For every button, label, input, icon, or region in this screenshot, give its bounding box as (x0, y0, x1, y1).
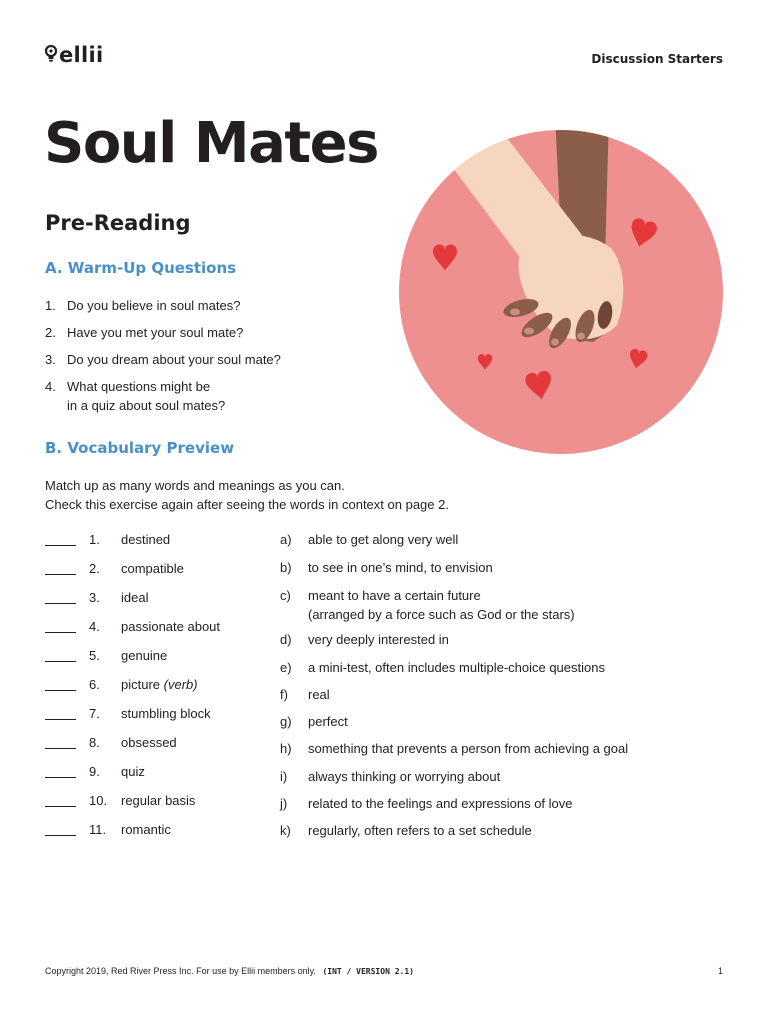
definition-line: a mini-test, often includes multiple-choice questions (308, 660, 605, 675)
word-number: 2. (89, 561, 100, 576)
word-number: 8. (89, 735, 100, 750)
word-text: ideal (121, 590, 149, 605)
definition-letter: a) (280, 532, 292, 547)
vocabulary-word-row (45, 588, 275, 608)
definition-line: perfect (308, 714, 348, 729)
question-number: 3. (45, 352, 56, 367)
vocabulary-instructions (45, 476, 565, 514)
definition-line: real (308, 687, 330, 702)
word-text: obsessed (121, 735, 177, 750)
version-text: (INT / VERSION 2.1) (322, 967, 414, 976)
ellii-logo (44, 44, 104, 66)
vocabulary-word (121, 530, 170, 549)
definition-letter: g) (280, 714, 292, 729)
header-label: Discussion Starters (591, 52, 723, 66)
page-title: Soul Mates (44, 111, 378, 176)
question-text: What questions might be (67, 379, 211, 394)
definition-letter: d) (280, 632, 292, 647)
definition-line: related to the feelings and expressions of love (308, 796, 573, 811)
word-number: 4. (89, 619, 100, 634)
definition-text (308, 685, 330, 704)
answer-blank[interactable] (45, 574, 76, 575)
definition-letter: h) (280, 741, 292, 756)
definition-text (308, 586, 575, 624)
lightbulb-icon (44, 44, 58, 66)
question-number: 1. (45, 298, 56, 313)
definition-line: very deeply interested in (308, 632, 449, 647)
vocabulary-word-row (45, 733, 275, 753)
word-text: compatible (121, 561, 184, 576)
vocabulary-word-row (45, 675, 275, 695)
answer-blank[interactable] (45, 690, 76, 691)
word-number: 10. (89, 793, 108, 808)
word-number: 7. (89, 706, 100, 721)
definition-text (308, 712, 348, 731)
vocabulary-word (121, 675, 198, 694)
vocabulary-word (121, 588, 148, 607)
answer-blank[interactable] (45, 545, 76, 546)
definition-letter: k) (280, 823, 291, 838)
definition-text (308, 739, 628, 758)
question-item (45, 377, 327, 415)
page-number: 1 (717, 966, 723, 976)
definition-line: always thinking or worrying about (308, 769, 501, 784)
answer-blank[interactable] (45, 835, 76, 836)
definition-letter: i) (280, 769, 288, 784)
question-text: in a quiz about soul mates? (67, 398, 226, 413)
vocabulary-word-row (45, 704, 275, 724)
word-text: picture (121, 677, 161, 692)
definition-text (308, 630, 449, 649)
holding-hands-illustration (397, 120, 725, 458)
word-text: passionate about (121, 619, 221, 634)
word-text: destined (121, 532, 171, 547)
definition-text (308, 658, 605, 677)
word-text: quiz (121, 764, 145, 779)
vocabulary-word (121, 559, 184, 578)
vocabulary-word-row (45, 791, 275, 811)
copyright-text: Copyright 2019, Red River Press Inc. For use by Ellii members only. (45, 966, 316, 976)
vocabulary-word (121, 791, 195, 810)
definition-line: something that prevents a person from achieving a goal (308, 741, 629, 756)
warmup-questions (45, 296, 327, 423)
definition-text (308, 530, 458, 549)
question-text: Do you believe in soul mates? (67, 298, 241, 313)
vocabulary-word (121, 704, 211, 723)
definition-letter: j) (280, 796, 288, 811)
word-number: 9. (89, 764, 100, 779)
question-number: 2. (45, 325, 56, 340)
definition-text (308, 794, 573, 813)
word-text: genuine (121, 648, 168, 663)
answer-blank[interactable] (45, 748, 76, 749)
word-number: 11. (89, 822, 107, 837)
word-text: romantic (121, 822, 171, 837)
word-number: 3. (89, 590, 100, 605)
question-item (45, 323, 327, 342)
answer-blank[interactable] (45, 806, 76, 807)
vocabulary-word-row (45, 559, 275, 579)
section-title: Pre-Reading (45, 211, 191, 235)
definition-letter: e) (280, 660, 292, 675)
definition-line: (arranged by a force such as God or the stars) (308, 607, 575, 622)
answer-blank[interactable] (45, 632, 76, 633)
word-text: regular basis (121, 793, 196, 808)
definition-line: to see in one’s mind, to envision (308, 560, 493, 575)
definition-letter: b) (280, 560, 292, 575)
definition-text (308, 821, 532, 840)
question-text: Do you dream about your soul mate? (67, 352, 281, 367)
vocabulary-word-row (45, 646, 275, 666)
definition-letter: f) (280, 687, 288, 702)
warmup-heading: A. Warm-Up Questions (45, 259, 237, 277)
answer-blank[interactable] (45, 719, 76, 720)
question-item (45, 350, 327, 369)
answer-blank[interactable] (45, 603, 76, 604)
footer-copyright (45, 966, 414, 976)
answer-blank[interactable] (45, 661, 76, 662)
definition-text (308, 767, 500, 786)
word-number: 6. (89, 677, 100, 692)
vocabulary-heading: B. Vocabulary Preview (45, 439, 235, 457)
vocabulary-word (121, 646, 167, 665)
answer-blank[interactable] (45, 777, 76, 778)
vocabulary-word-row (45, 762, 275, 782)
logo-text: ellii (59, 43, 104, 67)
instruction-line: Check this exercise again after seeing the words in context on page 2. (45, 497, 449, 512)
definition-letter: c) (280, 588, 291, 603)
question-number: 4. (45, 379, 56, 394)
word-note: (verb) (163, 677, 198, 692)
vocabulary-word-row (45, 820, 275, 840)
definition-line: meant to have a certain future (308, 588, 481, 603)
vocabulary-word (121, 733, 177, 752)
vocabulary-word-row (45, 530, 275, 550)
word-number: 1. (89, 532, 100, 547)
vocabulary-word (121, 617, 220, 636)
definition-line: regularly, often refers to a set schedule (308, 823, 532, 838)
vocabulary-word (121, 820, 171, 839)
vocabulary-word (121, 762, 145, 781)
question-text: Have you met your soul mate? (67, 325, 244, 340)
word-text: stumbling block (121, 706, 211, 721)
instruction-line: Match up as many words and meanings as you can. (45, 478, 345, 493)
word-number: 5. (89, 648, 100, 663)
definition-text (308, 558, 493, 577)
vocabulary-word-row (45, 617, 275, 637)
question-item (45, 296, 327, 315)
definition-line: able to get along very well (308, 532, 459, 547)
